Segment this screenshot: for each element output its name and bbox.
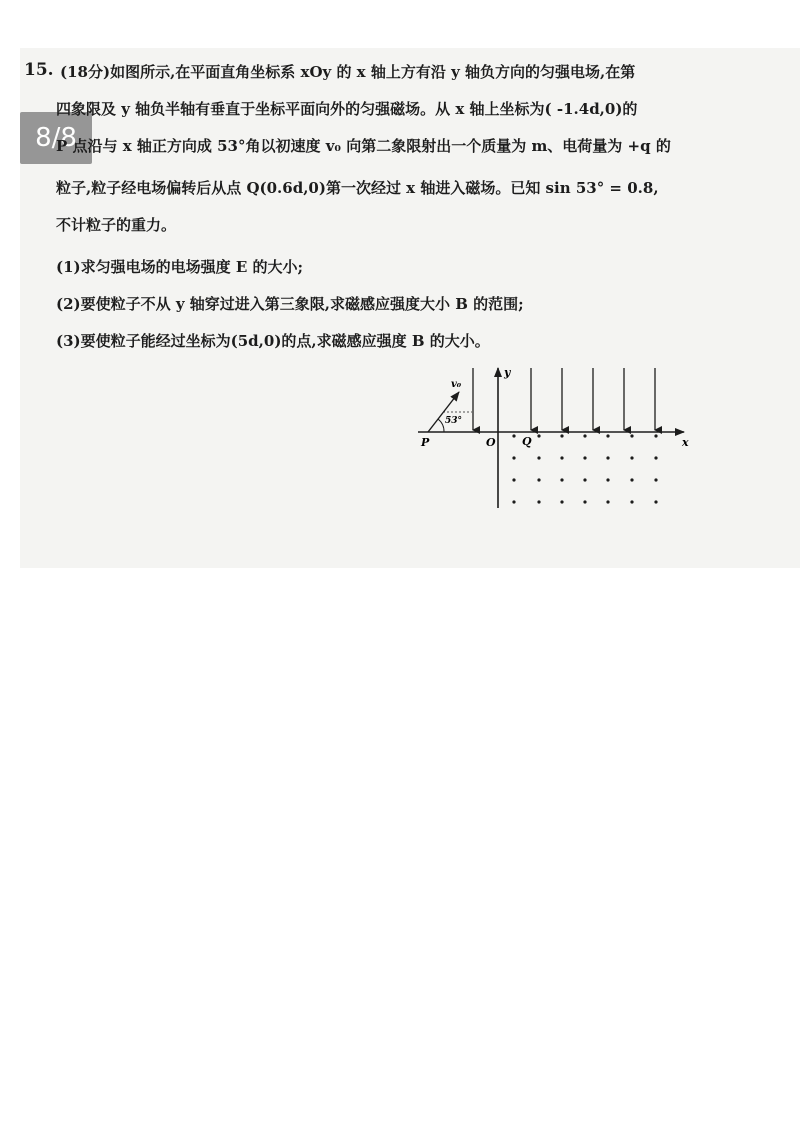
page-counter-badge: 8/8: [20, 112, 92, 164]
problem-line-4: 粒子,粒子经电场偏转后从点 Q(0.6d,0)第一次经过 x 轴进入磁场。已知 sin 53° = 0.8,: [56, 179, 659, 197]
field-dot: [630, 500, 633, 503]
field-dot: [560, 456, 563, 459]
origin-label: O: [486, 436, 496, 449]
field-dot: [537, 434, 540, 437]
field-dot: [512, 434, 515, 437]
angle-label: 53°: [445, 416, 463, 426]
field-dot: [654, 456, 657, 459]
x-axis-label: x: [682, 436, 689, 449]
question-3: (3)要使粒子能经过坐标为(5d,0)的点,求磁感应强度 B 的大小。: [56, 332, 490, 350]
field-dot: [606, 478, 609, 481]
angle-arc: [438, 419, 444, 432]
problem-line-5: 不计粒子的重力。: [56, 216, 177, 234]
y-axis-label: y: [504, 366, 511, 379]
electric-field-lines: [473, 368, 655, 430]
problem-line-1: (18分)如图所示,在平面直角坐标系 xOy 的 x 轴上方有沿 y 轴负方向的匀强电场,在第: [60, 63, 636, 81]
point-p-label: P: [421, 436, 430, 449]
field-dot: [583, 500, 586, 503]
field-dot: [630, 478, 633, 481]
field-dot: [537, 456, 540, 459]
field-dot: [630, 456, 633, 459]
question-1: (1)求匀强电场的电场强度 E 的大小;: [56, 258, 304, 276]
problem-number: 15.: [24, 60, 54, 80]
field-dot: [630, 434, 633, 437]
field-dot: [560, 434, 563, 437]
field-dot: [512, 456, 515, 459]
question-2: (2)要使粒子不从 y 轴穿过进入第三象限,求磁感应强度大小 B 的范围;: [56, 295, 524, 313]
field-dot: [583, 434, 586, 437]
field-dot: [654, 434, 657, 437]
field-dot: [654, 500, 657, 503]
magnetic-field-dots: [512, 434, 657, 503]
field-dot: [654, 478, 657, 481]
velocity-label: v₀: [451, 379, 462, 390]
field-dot: [537, 478, 540, 481]
problem-line-2: 四象限及 y 轴负半轴有垂直于坐标平面向外的匀强磁场。从 x 轴上坐标为( -1.4d,0)的: [56, 100, 638, 118]
field-dot: [606, 456, 609, 459]
problem-line-3: P 点沿与 x 轴正方向成 53°角以初速度 v₀ 向第二象限射出一个质量为 m、电荷量为 +q 的: [56, 137, 671, 155]
field-dot: [583, 478, 586, 481]
field-dot: [537, 500, 540, 503]
field-dot: [560, 478, 563, 481]
point-q-label: Q: [522, 435, 532, 448]
field-dot: [512, 478, 515, 481]
field-dot: [560, 500, 563, 503]
field-dot: [583, 456, 586, 459]
field-dot: [606, 500, 609, 503]
field-dot: [606, 434, 609, 437]
field-dot: [512, 500, 515, 503]
